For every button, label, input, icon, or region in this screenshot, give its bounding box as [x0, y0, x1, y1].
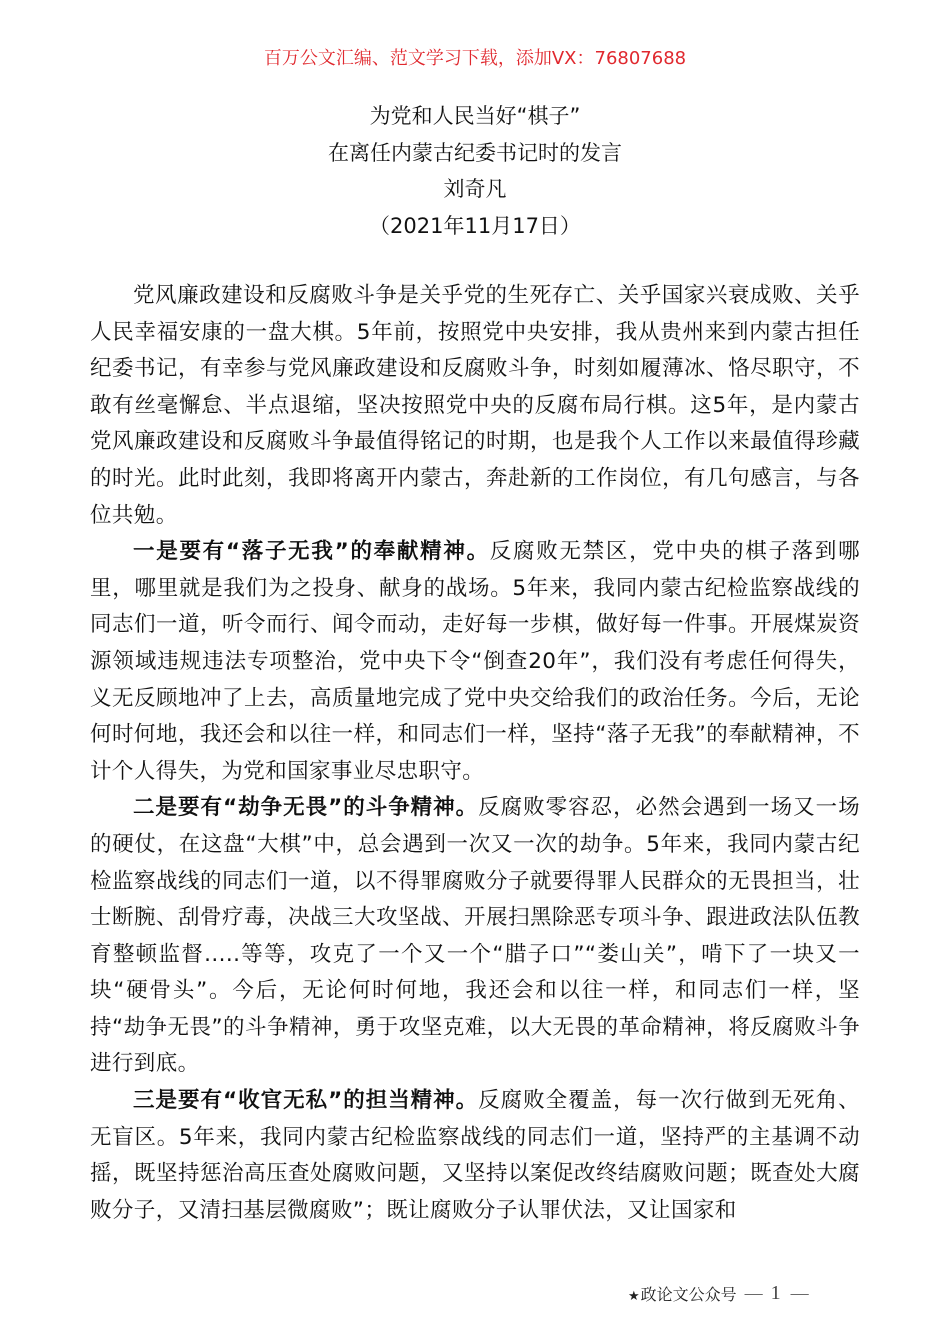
- paragraph-point-two: [90, 790, 860, 1083]
- document-title: 为党和人民当好“棋子”: [369, 104, 581, 128]
- author-name: 刘奇凡: [443, 177, 507, 201]
- paragraph-text: 党风廉政建设和反腐败斗争是关乎党的生死存亡、关乎国家兴衰成败、关乎人民幸福安康的一盘大棋。5年前，按照党中央安排，我从贵州来到内蒙古担任纪委书记，有幸参与党风廉政建设和反腐败斗争，时刻如履薄冰、恪尽职守，不敢有丝毫懈怠、半点退缩，坚决按照党中央的反腐布局行棋。这5年，是内蒙古党风廉政建设和反腐败斗争最值得铭记的时期，也是我个人工作以来最值得珍藏的时光。此时此刻，我即将离开内蒙古，奔赴新的工作岗位，有几句感言，与各位共勉。: [90, 283, 860, 528]
- paragraph-text: 反腐败无禁区，党中央的棋子落到哪里，哪里就是我们为之投身、献身的战场。5年来，我同内蒙古纪检监察战线的同志们一道，听令而行、闻令而动，走好每一步棋，做好每一件事。开展煤炭资源领域违规违法专项整治，党中央下令“倒查20年”，我们没有考虑任何得失，义无反顾地冲了上去，高质量地完成了党中央交给我们的政治任务。今后，无论何时何地，我还会和以往一样，和同志们一样，坚持“落子无我”的奉献精神，不计个人得失，为党和国家事业尽忠职守。: [90, 539, 860, 784]
- title-block: [0, 98, 950, 244]
- paragraph-lead-bold: 一是要有“落子无我”的奉献精神。: [133, 539, 490, 565]
- page-dash-left: —: [744, 1283, 763, 1303]
- document-subtitle: 在离任内蒙古纪委书记时的发言: [328, 140, 622, 165]
- page-footer: [628, 1282, 809, 1305]
- paragraph-lead-bold: 二是要有“劫争无畏”的斗争精神。: [133, 795, 479, 821]
- speech-date: （2021年11月17日）: [369, 213, 581, 238]
- paragraph-point-one: [90, 534, 860, 790]
- paragraph-text: 反腐败零容忍，必然会遇到一场又一场的硬仗，在这盘“大棋”中，总会遇到一次又一次的劫争。5年来，我同内蒙古纪检监察战线的同志们一道，以不得罪腐败分子就要得罪人民群众的无畏担当，壮士断腕、刮骨疗毒，决战三大攻坚战、开展扫黑除恶专项斗争、跟进政法队伍教育整顿监督.....等等，攻克了一个又一个“腊子口”“娄山关”，啃下了一块又一块“硬骨头”。今后，无论何时何地，我还会和以往一样，和同志们一样，坚持“劫争无畏”的斗争精神，勇于攻坚克难，以大无畏的革命精神，将反腐败斗争进行到底。: [90, 795, 860, 1077]
- paragraph-lead-bold: 三是要有“收官无私”的担当精神。: [133, 1088, 479, 1114]
- footer-source-label: 政论文公众号: [640, 1285, 737, 1304]
- watermark-banner: 百万公文汇编、范文学习下载，添加VX：76807688: [263, 48, 687, 69]
- page-number: 1: [770, 1282, 783, 1304]
- paragraph-text: 反腐败全覆盖，每一次行做到无死角、无盲区。5年来，我同内蒙古纪检监察战线的同志们一道，坚持严的主基调不动摇，既坚持惩治高压查处腐败问题，又坚持以案促改终结腐败问题；既查处大腐败分子，又清扫基层微腐败”；既让腐败分子认罪伏法，又让国家和: [90, 1088, 860, 1223]
- paragraph-point-three: [90, 1083, 860, 1229]
- footer-source: [628, 1282, 737, 1305]
- page-dash-right: —: [790, 1283, 809, 1303]
- star-icon: ★: [628, 1289, 640, 1304]
- paragraph-intro: [90, 278, 860, 534]
- document-body: [90, 278, 860, 1229]
